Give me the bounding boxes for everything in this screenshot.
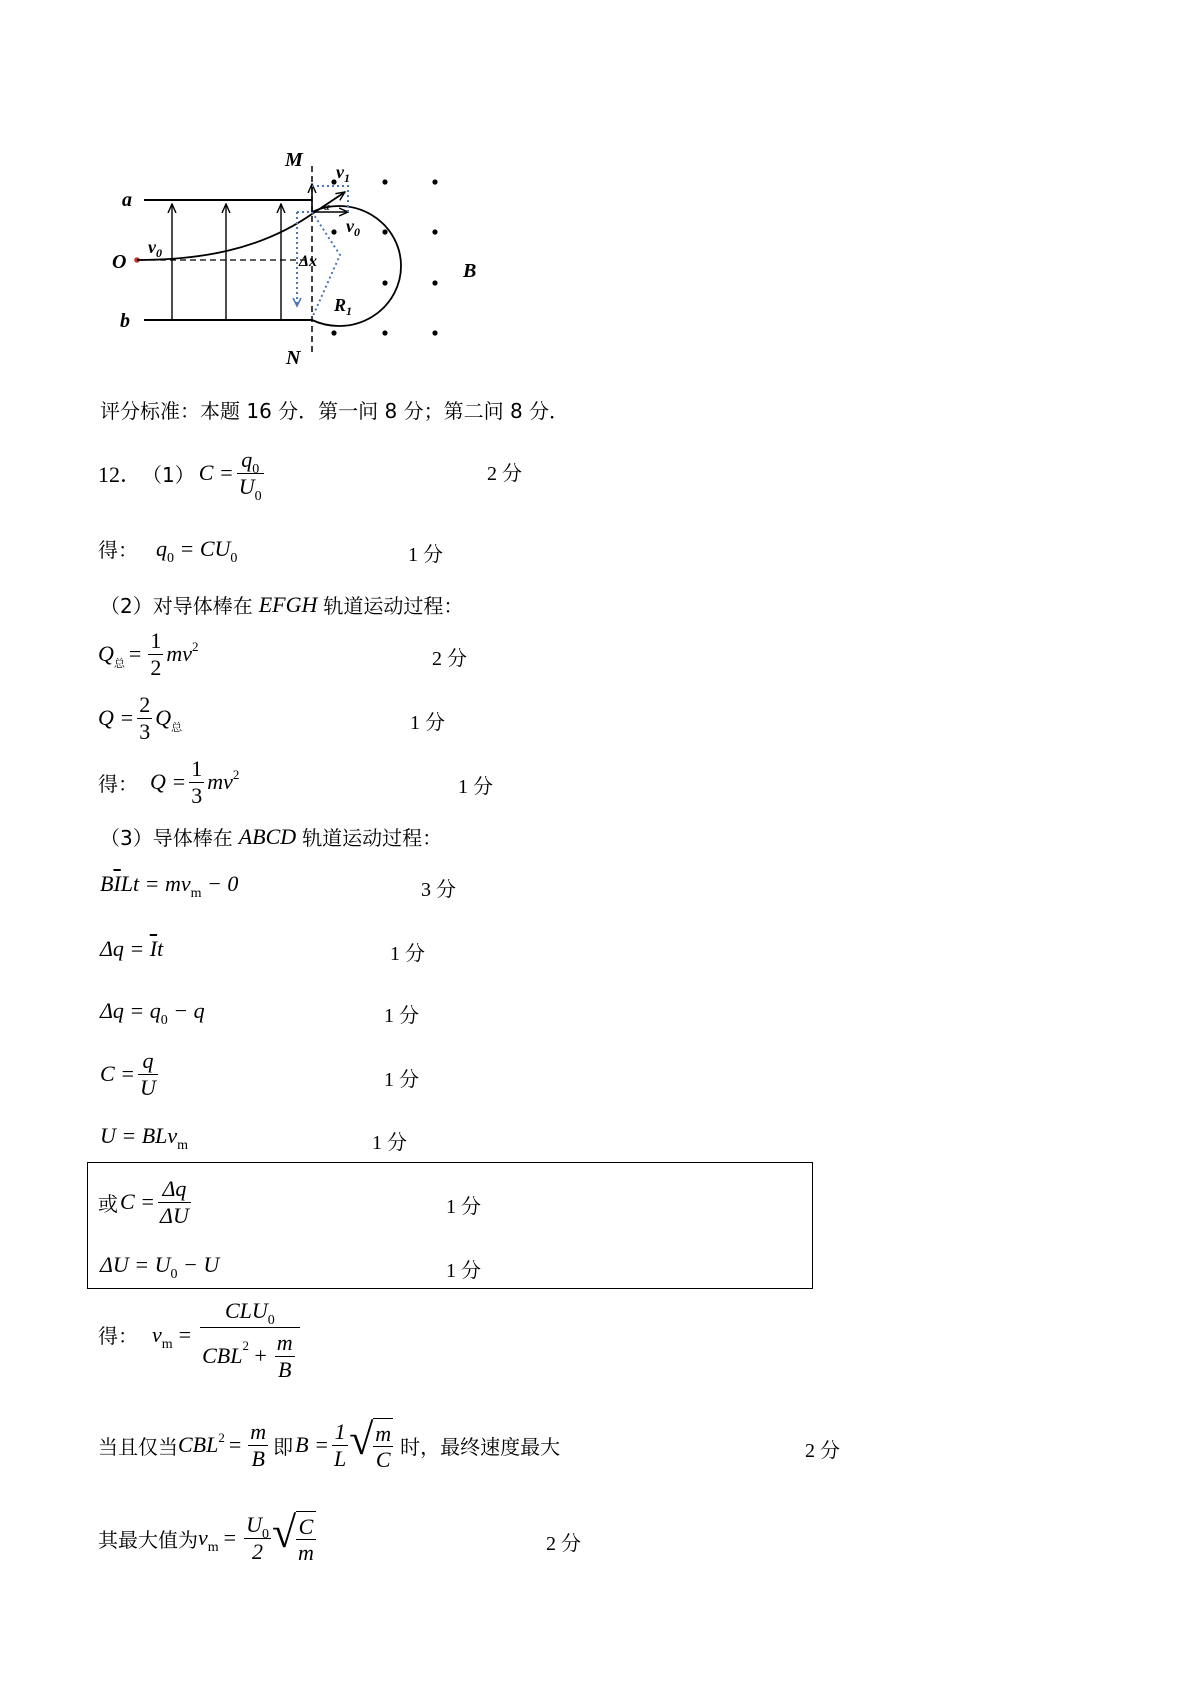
part1-label: （1）: [142, 462, 195, 487]
sqrt-m-over-c: √ $\frac{m}{C}$: [351, 1418, 396, 1473]
box-eq2-score: 1 分: [446, 1260, 481, 1282]
part2-eq1: $Q_总$ = $\frac{1}{2}$ $mv^2$: [98, 628, 199, 680]
part2-eq1-score: 2 分: [432, 648, 467, 670]
part3-eq3-score: 1 分: [384, 1005, 419, 1027]
label-b-plate: b: [120, 310, 130, 332]
q12-part1-eq2: 得： $q_0 = CU_0$: [98, 535, 238, 566]
label-m: M: [285, 149, 303, 171]
physics-diagram: [100, 140, 520, 375]
sqrt-c-over-m: √ $\frac{C}{m}$: [274, 1511, 319, 1566]
label-o: O: [112, 251, 127, 273]
box-eq2: $\Delta U = U_0 - U$: [100, 1252, 220, 1282]
part3-eq2-score: 1 分: [390, 943, 425, 965]
q12-part1-eq1: [98, 443, 267, 503]
result-prefix: 得：: [98, 538, 138, 562]
part2-eq3-score: 1 分: [458, 776, 493, 798]
eq1-fraction: $\frac{q_0}{U_0}$: [238, 447, 262, 504]
label-n: N: [286, 347, 301, 369]
scoring-note: 评分标准：本题 16 分．第一问 8 分；第二问 8 分．: [100, 399, 570, 423]
part3-label: （3）导体棒在 ABCD 轨道运动过程：: [100, 823, 443, 850]
part3-max-score: 2 分: [546, 1533, 581, 1555]
label-v0-left: $v_0$: [148, 237, 162, 260]
box-eq1-score: 1 分: [446, 1196, 481, 1218]
part1-eq1-score: 2 分: [487, 463, 522, 485]
part3-condition-score: 2 分: [805, 1440, 840, 1462]
part3-result: 得： $v_m$ = $CLU_0$ CBL 2 + $\frac{m}{B}$: [98, 1298, 303, 1390]
part3-eq1: $B\overline{I}Lt = mv_m - 0$: [100, 871, 239, 901]
part2-eq3: 得： Q = $\frac{1}{3}$ $mv^2$: [98, 756, 240, 808]
label-v1: $v_1$: [336, 162, 350, 185]
part3-eq3: $\Delta q = q_0 - q$: [100, 998, 205, 1028]
part2-eq2-score: 1 分: [410, 712, 445, 734]
part3-eq5: U = BLv$_m$: [100, 1123, 189, 1153]
label-alpha: α: [324, 202, 330, 213]
part3-eq4-score: 1 分: [384, 1069, 419, 1091]
part1-eq2-score: 1 分: [408, 544, 443, 566]
part3-eq1-score: 3 分: [421, 879, 456, 901]
trajectory: [137, 192, 345, 260]
question-number: 12．: [98, 461, 143, 487]
eq1-lhs: C =: [198, 460, 234, 485]
part3-eq4: C = $\frac{q}{U}$: [100, 1048, 156, 1100]
label-a: a: [122, 189, 132, 211]
part3-eq2: $\Delta q = \overline{I}t$: [100, 936, 164, 961]
box-eq1: 或 C = $\frac{\Delta q}{\Delta U}$: [98, 1176, 189, 1228]
part2-eq2: Q = $\frac{2}{3}$ $Q_总$: [98, 692, 183, 744]
circular-path: [312, 206, 401, 326]
label-field-b: B: [463, 260, 477, 282]
label-r1: $R_1$: [334, 295, 353, 318]
part3-max-value: 其最大值为 $v_m$ = $\frac{U_0}{2}$ √ $\frac{C}{m}$: [98, 1505, 319, 1571]
part3-condition: 当且仅当 CBL$^2$ = $\frac{m}{B}$ 即 B = $\frac{1}{L}$ √ $\frac{m}{C}$ 时，最终速度最大: [98, 1412, 560, 1478]
blue-dotted-rect: [312, 186, 348, 212]
part2-label: （2）对导体棒在 EFGH 轨道运动过程：: [100, 591, 464, 618]
part3-eq5-score: 1 分: [372, 1132, 407, 1154]
label-v0-right: $v_0$: [346, 216, 360, 239]
label-dx: Δx: [299, 253, 318, 270]
